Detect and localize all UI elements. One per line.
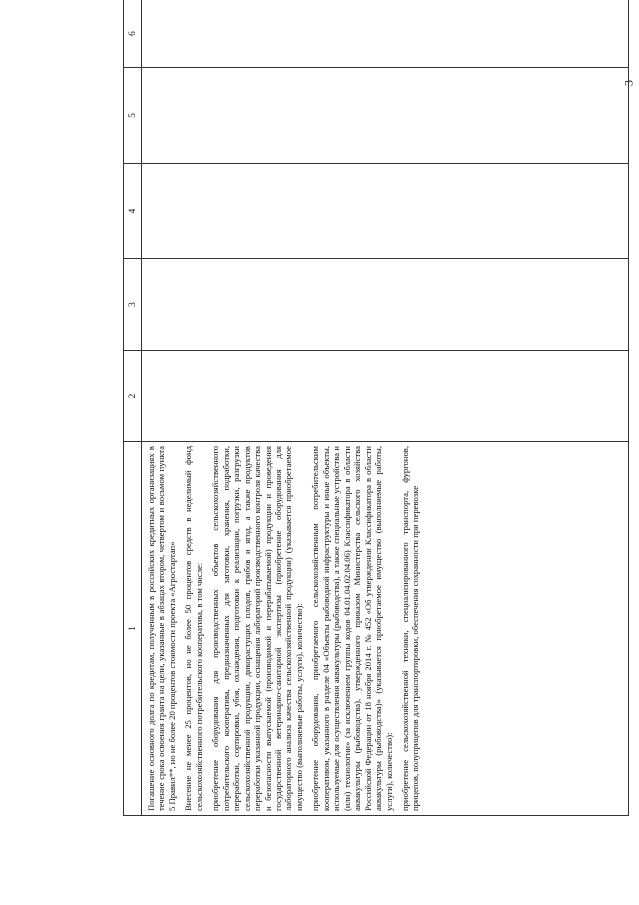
column-header: 4 [124, 164, 142, 259]
paragraph: приобретение оборудования, приобретаемого сельскохозяйственным потребительским кооперативом, указанного в разделе 04 «Объекты рыбоводной инфраструктуры и иные объекты, используемые для осуществления аквакультуры (рыбоводства), а также специальные устройства и (или) технологии» (за исключением группы кодов 04.01.04.02.04.06) Классификатора в области аквакультуры (рыбоводства), утвержденного приказом Министерства сельского хозяйства Российской Федерации от 18 ноября 2014 г. № 452 «Об утверждении Классификатора в области аквакультуры (рыбоводства)» (указывается приобретаемое имущество (выполняемые работы, услуги), количество): [310, 446, 394, 811]
table-cell-description [142, 442, 629, 816]
paragraph: приобретение сельскохозяйственной техники, специализированного транспорта, фургонов, прицепов, полуприцепов для транспортировки, обеспечения сохранности при перевозке [399, 446, 421, 811]
column-header: 5 [124, 68, 142, 164]
table-cell [142, 0, 629, 68]
column-header: 1 [124, 442, 142, 816]
rotated-table-wrapper [123, 0, 634, 816]
column-header: 6 [124, 0, 142, 68]
table-cell [142, 164, 629, 259]
column-header: 3 [124, 259, 142, 351]
table-header-row [124, 0, 142, 816]
table-cell [142, 351, 629, 442]
table-cell [142, 259, 629, 351]
paragraph: Внесение не менее 25 процентов, но не более 50 процентов средств в неделимый фонд сельскохозяйственного потребительского кооператива, в том числе: [183, 446, 204, 811]
table-cell [142, 68, 629, 164]
paragraph: Погашение основного долга по кредитам, полученным в российских кредитных организациях в течение срока освоения гранта на цели, указанные в абзацах втором, четвертом и восьмом пункта 5 Правил**, но не более 20 процентов стоимости проекта «Агростартап» [146, 446, 177, 811]
table-row [142, 0, 629, 816]
column-header: 2 [124, 351, 142, 442]
grant-expenditure-table [123, 0, 629, 816]
page-number: 3 [621, 80, 636, 86]
paragraph: приобретение оборудования для производственных объектов сельскохозяйственного потребительского кооператива, предназначенных для заготовки, хранения, подработки, переработки, сортировки, убоя, охлаждения, подготовки к реализации, погрузки, разгрузки сельскохозяйственной продукции, дикорастущих плодов, грибов и ягод, а также продуктов переработки указанной продукции, оснащения лабораторий производственного контроля качества и безопасности выпускаемой (производимой и перерабатываемой) продукции и проведения государственной ветеринарно-санитарной экспертизы (приобретение оборудования для лабораторного анализа качества сельскохозяйственной продукции) (указывается приобретаемое имущество (выполняемые работы, услуги), количество): [210, 446, 304, 811]
